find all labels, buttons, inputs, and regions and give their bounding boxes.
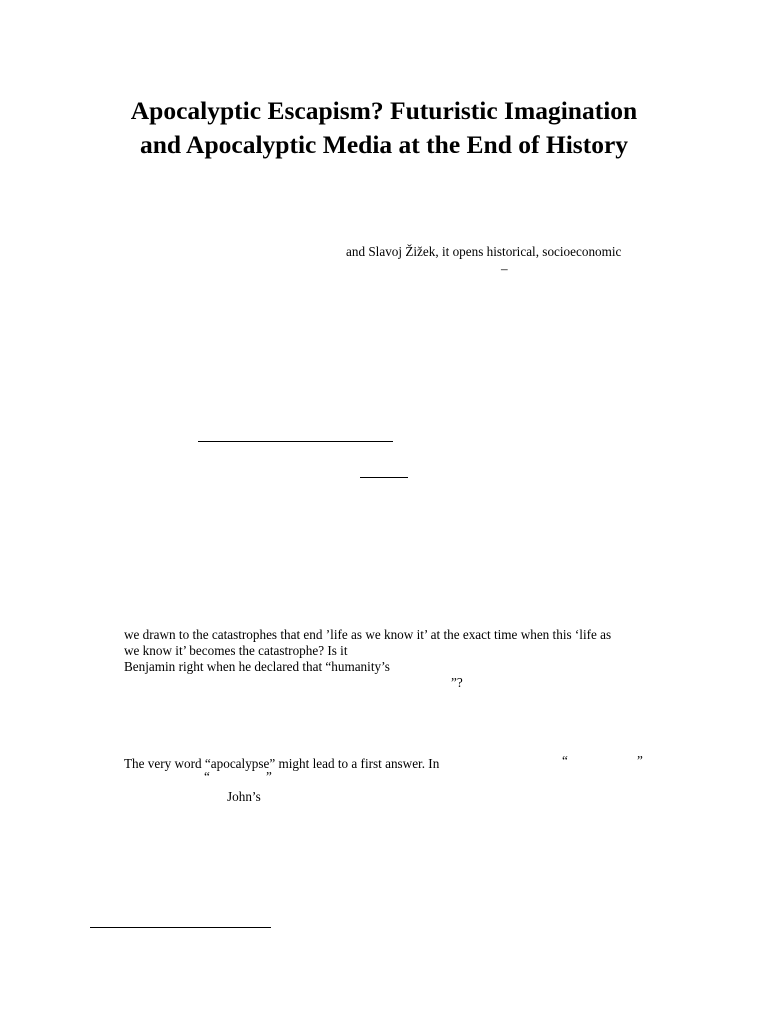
paragraph-question-line-2: we know it’ becomes the catastrophe? Is it [124, 643, 348, 658]
close-quote-mark: ” [637, 753, 643, 768]
open-quote-mark: “ [562, 753, 568, 768]
blank-underline-1 [198, 441, 393, 442]
text-fragment-socioeconomic: and Slavoj Žižek, it opens historical, socioeconomic [346, 244, 622, 259]
document-title [90, 94, 678, 162]
text-fragment-dash: – [501, 261, 508, 276]
paragraph-apocalypse-line-1: The very word “apocalypse” might lead to a first answer. In [124, 756, 440, 771]
open-quote-mark: “ [204, 769, 210, 784]
title-line-2: and Apocalyptic Media at the End of History [139, 130, 629, 159]
title-line-1: Apocalyptic Escapism? Futuristic Imagination [130, 96, 638, 125]
blank-underline-2 [360, 477, 408, 478]
paragraph-question-line-1: we drawn to the catastrophes that end ’life as we know it’ at the exact time when this ‘life as [124, 627, 612, 642]
close-quote-mark: ” [266, 769, 272, 784]
paragraph-question-line-3: Benjamin right when he declared that “humanity’s [124, 659, 390, 674]
footnote-separator [90, 927, 271, 928]
paragraph-question-close: ”? [451, 675, 463, 690]
paragraph-apocalypse-line-3: John’s [227, 789, 261, 804]
